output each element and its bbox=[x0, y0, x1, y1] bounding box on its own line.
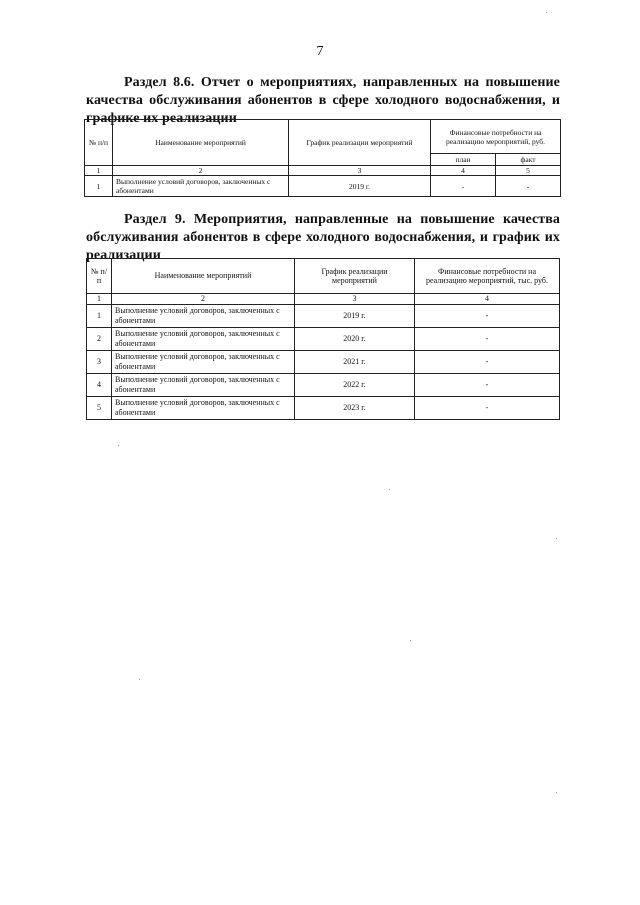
row-finance: - bbox=[415, 350, 560, 373]
row-finance: - bbox=[415, 327, 560, 350]
column-number: 1 bbox=[85, 166, 113, 176]
col-header-num: № п/п bbox=[85, 120, 113, 166]
table-row bbox=[87, 350, 560, 373]
row-fact: - bbox=[496, 176, 561, 197]
row-name: Выполнение условий договоров, заключенных с абонентами bbox=[112, 304, 295, 327]
row-name: Выполнение условий договоров, заключенных с абонентами bbox=[112, 396, 295, 419]
scan-speck bbox=[410, 640, 411, 641]
column-number: 3 bbox=[289, 166, 431, 176]
col-header-finance: Финансовые потребности на реализацию мероприятий, руб. bbox=[431, 120, 561, 154]
row-schedule: 2022 г. bbox=[295, 373, 415, 396]
table-row bbox=[87, 373, 560, 396]
scan-speck bbox=[389, 489, 390, 490]
column-number: 4 bbox=[431, 166, 496, 176]
column-number: 5 bbox=[496, 166, 561, 176]
row-name: Выполнение условий договоров, заключенных с абонентами bbox=[112, 327, 295, 350]
column-number: 2 bbox=[112, 294, 295, 305]
col-header-name: Наименование мероприятий bbox=[113, 120, 289, 166]
scan-speck bbox=[118, 445, 119, 446]
table-row bbox=[87, 327, 560, 350]
table-row bbox=[87, 396, 560, 419]
col-header-finance: Финансовые потребности на реализацию мероприятий, тыс. руб. bbox=[415, 259, 560, 294]
row-schedule: 2020 г. bbox=[295, 327, 415, 350]
row-name: Выполнение условий договоров, заключенных с абонентами bbox=[112, 350, 295, 373]
scan-speck bbox=[556, 538, 557, 539]
row-finance: - bbox=[415, 396, 560, 419]
col-header-schedule: График реализации мероприятий bbox=[289, 120, 431, 166]
row-schedule: 2019 г. bbox=[289, 176, 431, 197]
row-schedule: 2021 г. bbox=[295, 350, 415, 373]
table-row bbox=[85, 176, 561, 197]
section-8-6-heading: Раздел 8.6. Отчет о мероприятиях, направленных на повышение качества обслуживания абонентов в сфере холодного водоснабжения, и графике их реализации bbox=[86, 75, 560, 126]
column-number: 1 bbox=[87, 294, 112, 305]
section-8-6-table bbox=[84, 119, 561, 197]
column-numbers-row bbox=[87, 294, 560, 305]
row-num: 3 bbox=[87, 350, 112, 373]
column-number: 3 bbox=[295, 294, 415, 305]
row-schedule: 2019 г. bbox=[295, 304, 415, 327]
row-num: 5 bbox=[87, 396, 112, 419]
section-9-heading: Раздел 9. Мероприятия, направленные на повышение качества обслуживания абонентов в сфере холодного водоснабжения, и график их реализации bbox=[86, 212, 560, 263]
scan-speck bbox=[139, 679, 140, 680]
row-plan: - bbox=[431, 176, 496, 197]
col-header-schedule: График реализации мероприятий bbox=[295, 259, 415, 294]
col-header-fact: факт bbox=[496, 154, 561, 166]
page-number: 7 bbox=[316, 44, 324, 59]
row-num: 1 bbox=[87, 304, 112, 327]
row-name: Выполнение условий договоров, заключенных с абонентами bbox=[113, 176, 289, 197]
col-header-num: № п/п bbox=[87, 259, 112, 294]
section-9-table bbox=[86, 258, 560, 420]
scan-speck bbox=[546, 12, 547, 13]
row-num: 4 bbox=[87, 373, 112, 396]
scan-speck bbox=[556, 792, 557, 793]
column-number: 4 bbox=[415, 294, 560, 305]
col-header-name: Наименование мероприятий bbox=[112, 259, 295, 294]
row-finance: - bbox=[415, 373, 560, 396]
table-row bbox=[87, 304, 560, 327]
column-number: 2 bbox=[113, 166, 289, 176]
col-header-plan: план bbox=[431, 154, 496, 166]
row-num: 1 bbox=[85, 176, 113, 197]
row-finance: - bbox=[415, 304, 560, 327]
row-num: 2 bbox=[87, 327, 112, 350]
row-name: Выполнение условий договоров, заключенных с абонентами bbox=[112, 373, 295, 396]
column-numbers-row bbox=[85, 166, 561, 176]
row-schedule: 2023 г. bbox=[295, 396, 415, 419]
